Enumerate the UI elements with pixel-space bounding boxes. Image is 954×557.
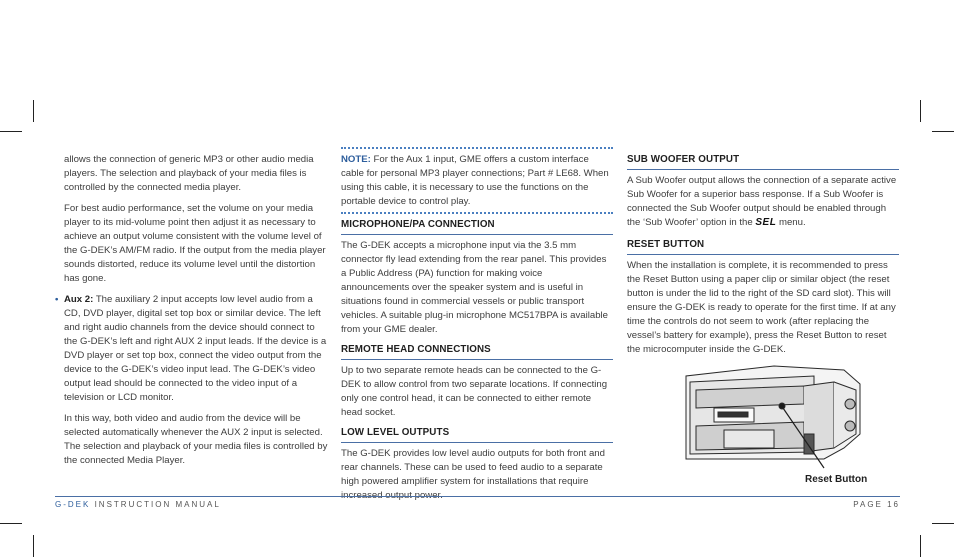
aux2-paragraph bbox=[55, 293, 328, 405]
reset-text: When the installation is complete, it is recommended to press the Reset Button using a paper clip or similar object (the reset button is under the lid to the right of the SD card slot). This will ensure the G-DEK is ready to operate for the first time. If at any time the controls do not seem to work (after replacing the vessel’s battery for example), press the Reset Button to reset the microcomputer inside the G-DEK. bbox=[627, 260, 896, 355]
aux2-lead: Aux 2: bbox=[64, 294, 94, 305]
section-heading: REMOTE HEAD CONNECTIONS bbox=[341, 343, 613, 360]
note-text: For the Aux 1 input, GME offers a custom interface cable for personal MP3 player connections; Part # LE68. When using this cable, it is necessary to use the functions on the portable device to control play. bbox=[341, 154, 609, 207]
section-heading: MICROPHONE/PA CONNECTION bbox=[341, 218, 613, 235]
crop-mark bbox=[0, 131, 22, 132]
paragraph: allows the connection of generic MP3 or other audio media players. The selection and playback of your media files is controlled by the connected media player. bbox=[64, 154, 314, 193]
crop-mark bbox=[932, 523, 954, 524]
crop-mark bbox=[920, 535, 921, 557]
section-text: The G-DEK accepts a microphone input via the 3.5 mm connector fly lead extending from the rear panel. This provides a Public Address (PA) function for making voice announcements over the speaker system and is useful in situations found in commercial vessels or public transport vehicles. A suitable plug-in microphone MC517BPA is available from your GME dealer. bbox=[341, 240, 608, 335]
column-middle bbox=[341, 147, 613, 510]
sub-woofer-text-b: menu. bbox=[776, 217, 806, 228]
sel-logo: SEL bbox=[755, 217, 777, 228]
section-text: The G-DEK provides low level audio outputs for both front and rear channels. These can be used to feed audio to a separate high powered amplifier system for installations that require bbox=[341, 448, 605, 487]
crop-mark bbox=[33, 535, 34, 557]
section-heading: RESET BUTTON bbox=[627, 238, 899, 255]
note-label: NOTE: bbox=[341, 154, 371, 165]
column-right bbox=[627, 153, 899, 364]
figure-caption: Reset Button bbox=[805, 474, 868, 485]
aux2-text: The auxiliary 2 input accepts low level audio from a CD, DVD player, digital set top box or similar device. The left and right audio channels from the device should connect to the G-DEK’s left and right AUX 2 input leads. If the device is a DVD player or set top box, connect the video output from the device to the G-DEK’s video input lead. The G-DEK’s video output lead should be connected to the video input of a television or LCD monitor. bbox=[64, 294, 327, 403]
column-left bbox=[55, 153, 328, 475]
section-text: Up to two separate remote heads can be connected to the G-DEK to allow control from two separate locations. If connecting only one control head, it can be connected to either remote head socket. bbox=[341, 365, 608, 418]
crop-mark bbox=[932, 131, 954, 132]
footer-title bbox=[55, 500, 221, 509]
sub-woofer-text bbox=[627, 174, 899, 230]
crop-mark bbox=[920, 100, 921, 122]
section-heading: SUB WOOFER OUTPUT bbox=[627, 153, 899, 170]
crop-mark bbox=[0, 523, 22, 524]
footer-manual: INSTRUCTION MANUAL bbox=[90, 500, 221, 509]
note-paragraph bbox=[341, 153, 613, 209]
note-divider bbox=[341, 147, 613, 149]
sub-woofer-text-a: A Sub Woofer output allows the connection of a separate active Sub Woofer for a superior bass response. If a Sub Woofer is connected the Sub Woofer output should be enabled through the ‘Sub Woofer’ option in the bbox=[627, 175, 897, 228]
reset-button-figure bbox=[684, 364, 874, 479]
note-divider bbox=[341, 212, 613, 214]
page-number: PAGE 16 bbox=[853, 500, 900, 509]
paragraph: In this way, both video and audio from the device will be selected automatically whenever the AUX 2 input is selected. The selection and playback of your media files is controlled by the connected Media Player. bbox=[64, 413, 328, 466]
footer-rule bbox=[55, 496, 900, 497]
section-heading: LOW LEVEL OUTPUTS bbox=[341, 426, 613, 443]
crop-mark bbox=[33, 100, 34, 122]
bullet-icon: • bbox=[55, 294, 59, 305]
paragraph: For best audio performance, set the volume on your media player to its mid-volume point then adjust it as necessary to achieve an output volume consistent with the volume level of the G-DEK’s AM/FM radio. If the output from the media player sounds distorted, reduce its volume level until the distortion has gone. bbox=[64, 203, 326, 284]
footer-brand: G-DEK bbox=[55, 500, 91, 509]
